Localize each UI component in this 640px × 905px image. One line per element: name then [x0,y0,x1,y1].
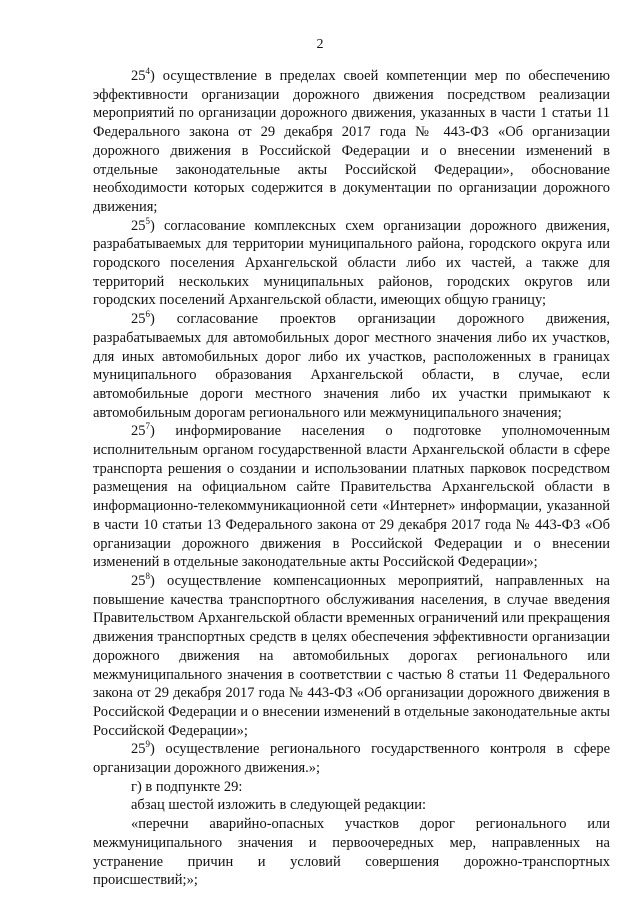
paragraph-text: согласование комплексных схем организации дорожного движения, разрабатываемых для территории муниципального района, городского округа или городского поселения Архангельской области либо их частей, а также для территорий нескольких муниципальных районов, городских округов или городских поселений Архангельской области, имеющих общую границу; [93,217,611,309]
paragraph-instruction [93,796,610,815]
document-body [93,67,610,890]
paragraph-quoted-text [93,815,610,890]
item-number-suffix: ) [150,423,155,440]
paragraph-25-5 [93,217,610,311]
paragraph-25-6 [93,310,610,422]
paragraph-text: согласование проектов организации дорожного движения, разрабатываемых для автомобильных дорог местного значения либо их участков, для иных автомобильных дорог либо их участков, расположенных в границах муниципального образования Архангельской области, в случае, если автомобильные дороги местного значения либо их участки примыкают к автомобильным дорогам регионального или межмуниципального значения; [93,311,610,421]
item-superscript: 5 [145,215,150,226]
paragraph-text: г) в подпункте 29: [131,778,243,795]
paragraph-text: информирование населения о подготовке уполномоченным исполнительным органом государственной власти Архангельской области в сфере транспорта решения о создании и использовании платных парковок посредством размещения на официальном сайте Правительства Архангельской области в информационно-телекоммуникационной сети «Интернет» информации, указанной в части 10 статьи 13 Федерального закона от 29 декабря 2017 года № 443-ФЗ «Об организации дорожного движения в Российской Федерации и о внесении изменений в отдельные законодательные акты Российской Федерации»; [93,423,610,571]
item-superscript: 4 [145,66,150,76]
item-number-suffix: ) [150,311,155,328]
item-superscript: 6 [145,309,150,320]
paragraph-text: абзац шестой изложить в следующей редакции: [131,797,426,814]
item-number: 25 [131,741,146,758]
paragraph-subitem-g [93,778,610,797]
item-number-suffix: ) [150,217,155,234]
paragraph-text: осуществление в пределах своей компетенции мер по обеспечению эффективности организации дорожного движения посредством реализации мероприятий по организации дорожного движения, указанных в части 1 статьи 11 Федерального закона от 29 декабря 2017 года № 443-ФЗ «Об организации дорожного движения в Российской Федерации и о внесении изменений в отдельные законодательные акты Российской Федерации», обоснование необходимости которых содержится в документации по организации дорожного движения; [93,68,611,215]
item-number: 25 [131,68,146,84]
item-superscript: 7 [145,421,150,432]
paragraph-text: осуществление регионального государственного контроля в сфере организации дорожного движения.»; [93,741,611,777]
paragraph-text: осуществление компенсационных мероприятий, направленных на повышение качества транспортного обслуживания населения, в случае введения Правительством Архангельской области временных ограничений или прекращения движения транспортных средств в целях обеспечения эффективности организации дорожного движения на автомобильных дорогах регионального или межмуниципального значения в соответствии с частью 8 статьи 11 Федерального закона от 29 декабря 2017 года № 443-ФЗ «Об организации дорожного движения в Российской Федерации и о внесении изменений в отдельные законодательные акты Российской Федерации»; [93,572,611,739]
item-number: 25 [131,217,146,234]
paragraph-25-7 [93,422,610,572]
paragraph-text: «перечни аварийно-опасных участков дорог регионального или межмуниципального значения и первоочередных мер, направленных на устранение причин и условий совершения дорожно-транспортных происшествий;»; [93,816,610,889]
item-number-suffix: ) [150,68,155,84]
item-number-suffix: ) [150,741,155,758]
page-number: 2 [316,37,324,52]
paragraph-25-4 [93,67,610,217]
item-number-suffix: ) [150,572,155,589]
paragraph-25-9 [93,740,610,777]
item-number: 25 [131,311,146,328]
item-number: 25 [131,423,146,440]
item-number: 25 [131,572,146,589]
item-superscript: 8 [145,570,150,581]
paragraph-25-8 [93,572,610,740]
item-superscript: 9 [145,739,150,750]
